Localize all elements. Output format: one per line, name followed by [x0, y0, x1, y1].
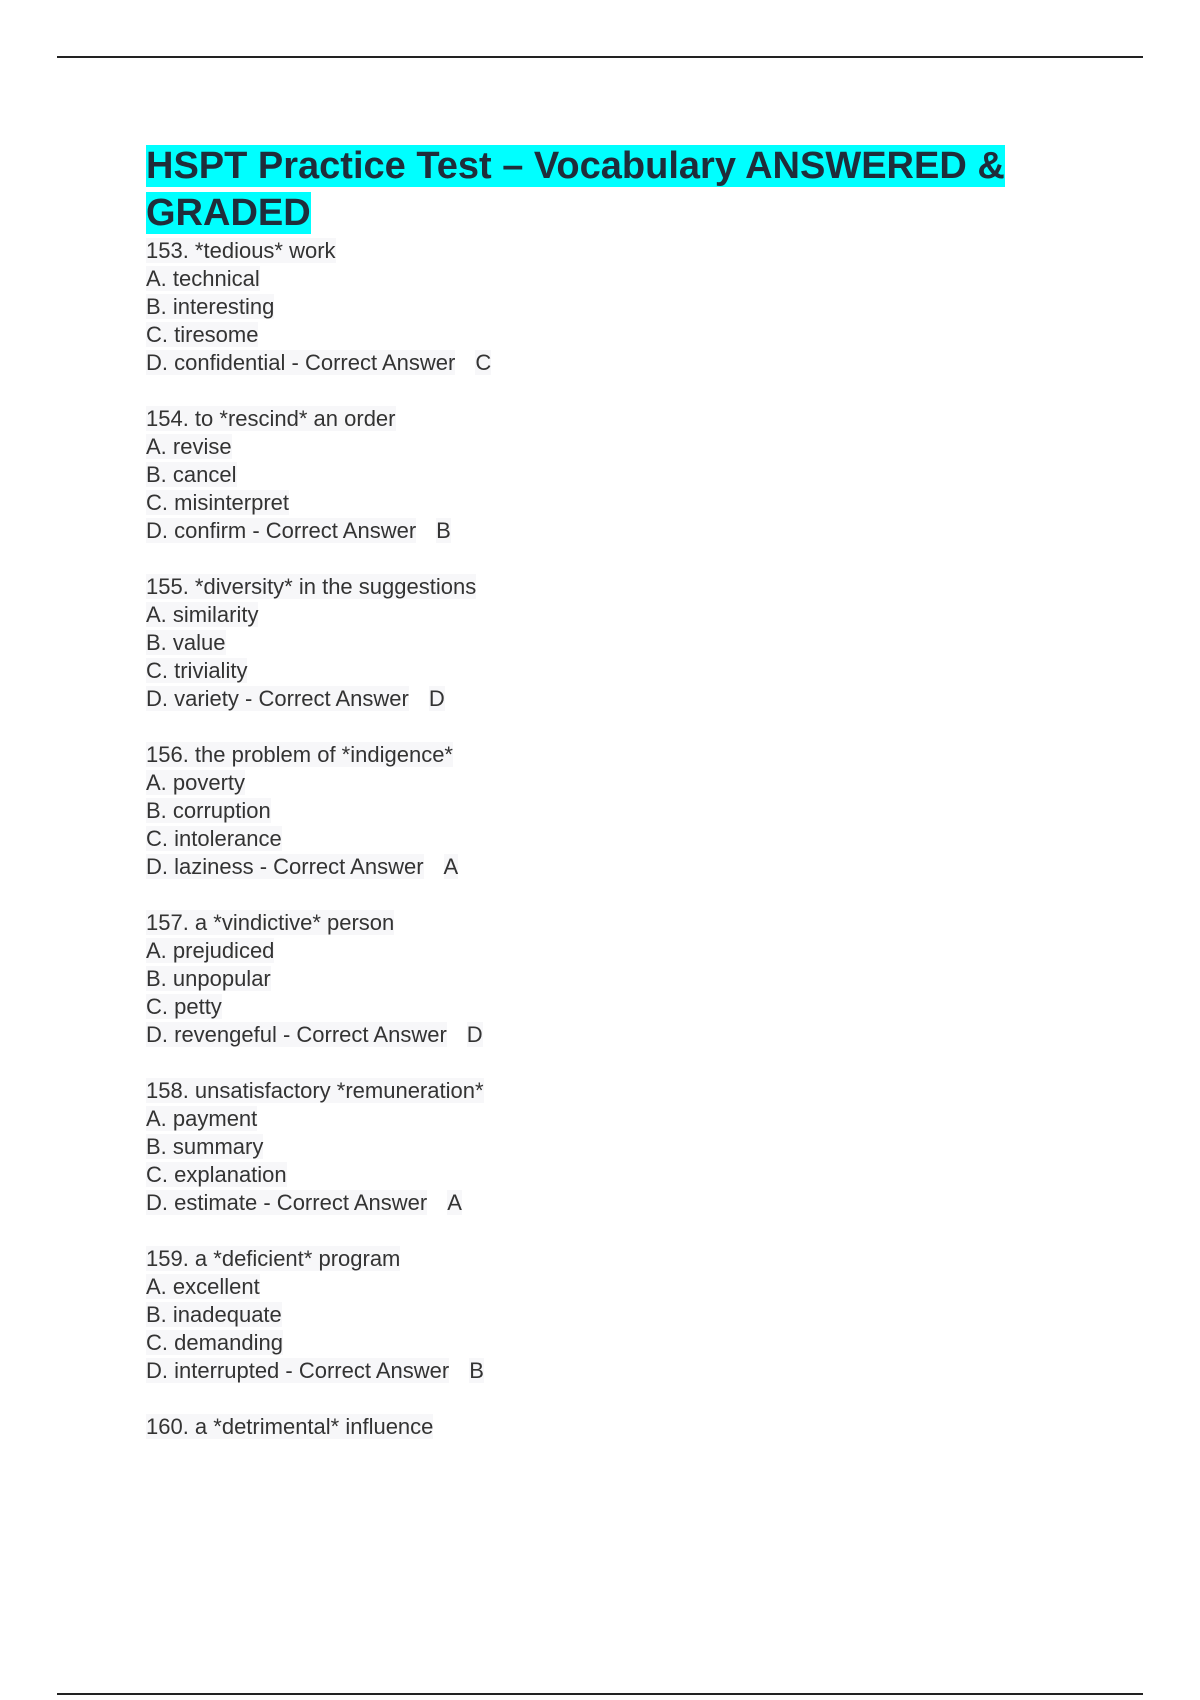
question-stem: 160. a *detrimental* influence: [146, 1414, 434, 1439]
answer-option-with-key: D. laziness - Correct Answer A: [146, 854, 459, 879]
answer-option: C. tiresome: [146, 322, 259, 347]
question-block: [146, 909, 1086, 1049]
answer-option: B. summary: [146, 1134, 264, 1159]
answer-option: B. corruption: [146, 798, 271, 823]
answer-option: C. triviality: [146, 658, 248, 683]
correct-answer-letter: B: [469, 1358, 484, 1383]
question-stem: 155. *diversity* in the suggestions: [146, 574, 477, 599]
answer-option: B. interesting: [146, 294, 275, 319]
answer-option: B. value: [146, 630, 226, 655]
answer-option: C. demanding: [146, 1330, 283, 1355]
question-stem: 157. a *vindictive* person: [146, 910, 395, 935]
answer-option: A. payment: [146, 1106, 258, 1131]
question-block: [146, 237, 1086, 377]
answer-option: A. poverty: [146, 770, 246, 795]
question-block: [146, 405, 1086, 545]
answer-option: A. excellent: [146, 1274, 260, 1299]
question-block: [146, 1413, 1086, 1441]
question-stem: 153. *tedious* work: [146, 238, 336, 263]
footer-rule: [57, 1693, 1143, 1695]
answer-option: C. explanation: [146, 1162, 287, 1187]
question-stem: 159. a *deficient* program: [146, 1246, 401, 1271]
answer-option: A. technical: [146, 266, 260, 291]
correct-answer-letter: D: [428, 686, 445, 711]
correct-answer-letter: C: [475, 350, 492, 375]
correct-answer-letter: B: [436, 518, 451, 543]
question-block: [146, 1245, 1086, 1385]
answer-option: C. petty: [146, 994, 222, 1019]
answer-option: A. prejudiced: [146, 938, 275, 963]
question-stem: 158. unsatisfactory *remuneration*: [146, 1078, 484, 1103]
question-block: [146, 741, 1086, 881]
answer-option: A. revise: [146, 434, 232, 459]
answer-option: B. unpopular: [146, 966, 271, 991]
answer-option: C. misinterpret: [146, 490, 290, 515]
answer-option: C. intolerance: [146, 826, 282, 851]
document-body: [146, 143, 1086, 1469]
answer-option-with-key: D. interrupted - Correct Answer B: [146, 1358, 484, 1383]
question-block: [146, 1077, 1086, 1217]
correct-answer-letter: A: [447, 1190, 462, 1215]
correct-answer-letter: A: [443, 854, 459, 879]
document-title: HSPT Practice Test – Vocabulary ANSWERED & GRADED: [146, 145, 1005, 234]
question-stem: 156. the problem of *indigence*: [146, 742, 453, 767]
answer-option: B. inadequate: [146, 1302, 282, 1327]
answer-option: B. cancel: [146, 462, 237, 487]
question-stem: 154. to *rescind* an order: [146, 406, 396, 431]
answer-option-with-key: D. confirm - Correct Answer B: [146, 518, 451, 543]
correct-answer-letter: D: [466, 1022, 483, 1047]
question-list: [146, 237, 1086, 1441]
answer-option-with-key: D. variety - Correct Answer D: [146, 686, 445, 711]
answer-option: A. similarity: [146, 602, 259, 627]
question-block: [146, 573, 1086, 713]
answer-option-with-key: D. confidential - Correct Answer C: [146, 350, 492, 375]
answer-option-with-key: D. revengeful - Correct Answer D: [146, 1022, 483, 1047]
header-rule: [57, 56, 1143, 58]
answer-option-with-key: D. estimate - Correct Answer A: [146, 1190, 462, 1215]
